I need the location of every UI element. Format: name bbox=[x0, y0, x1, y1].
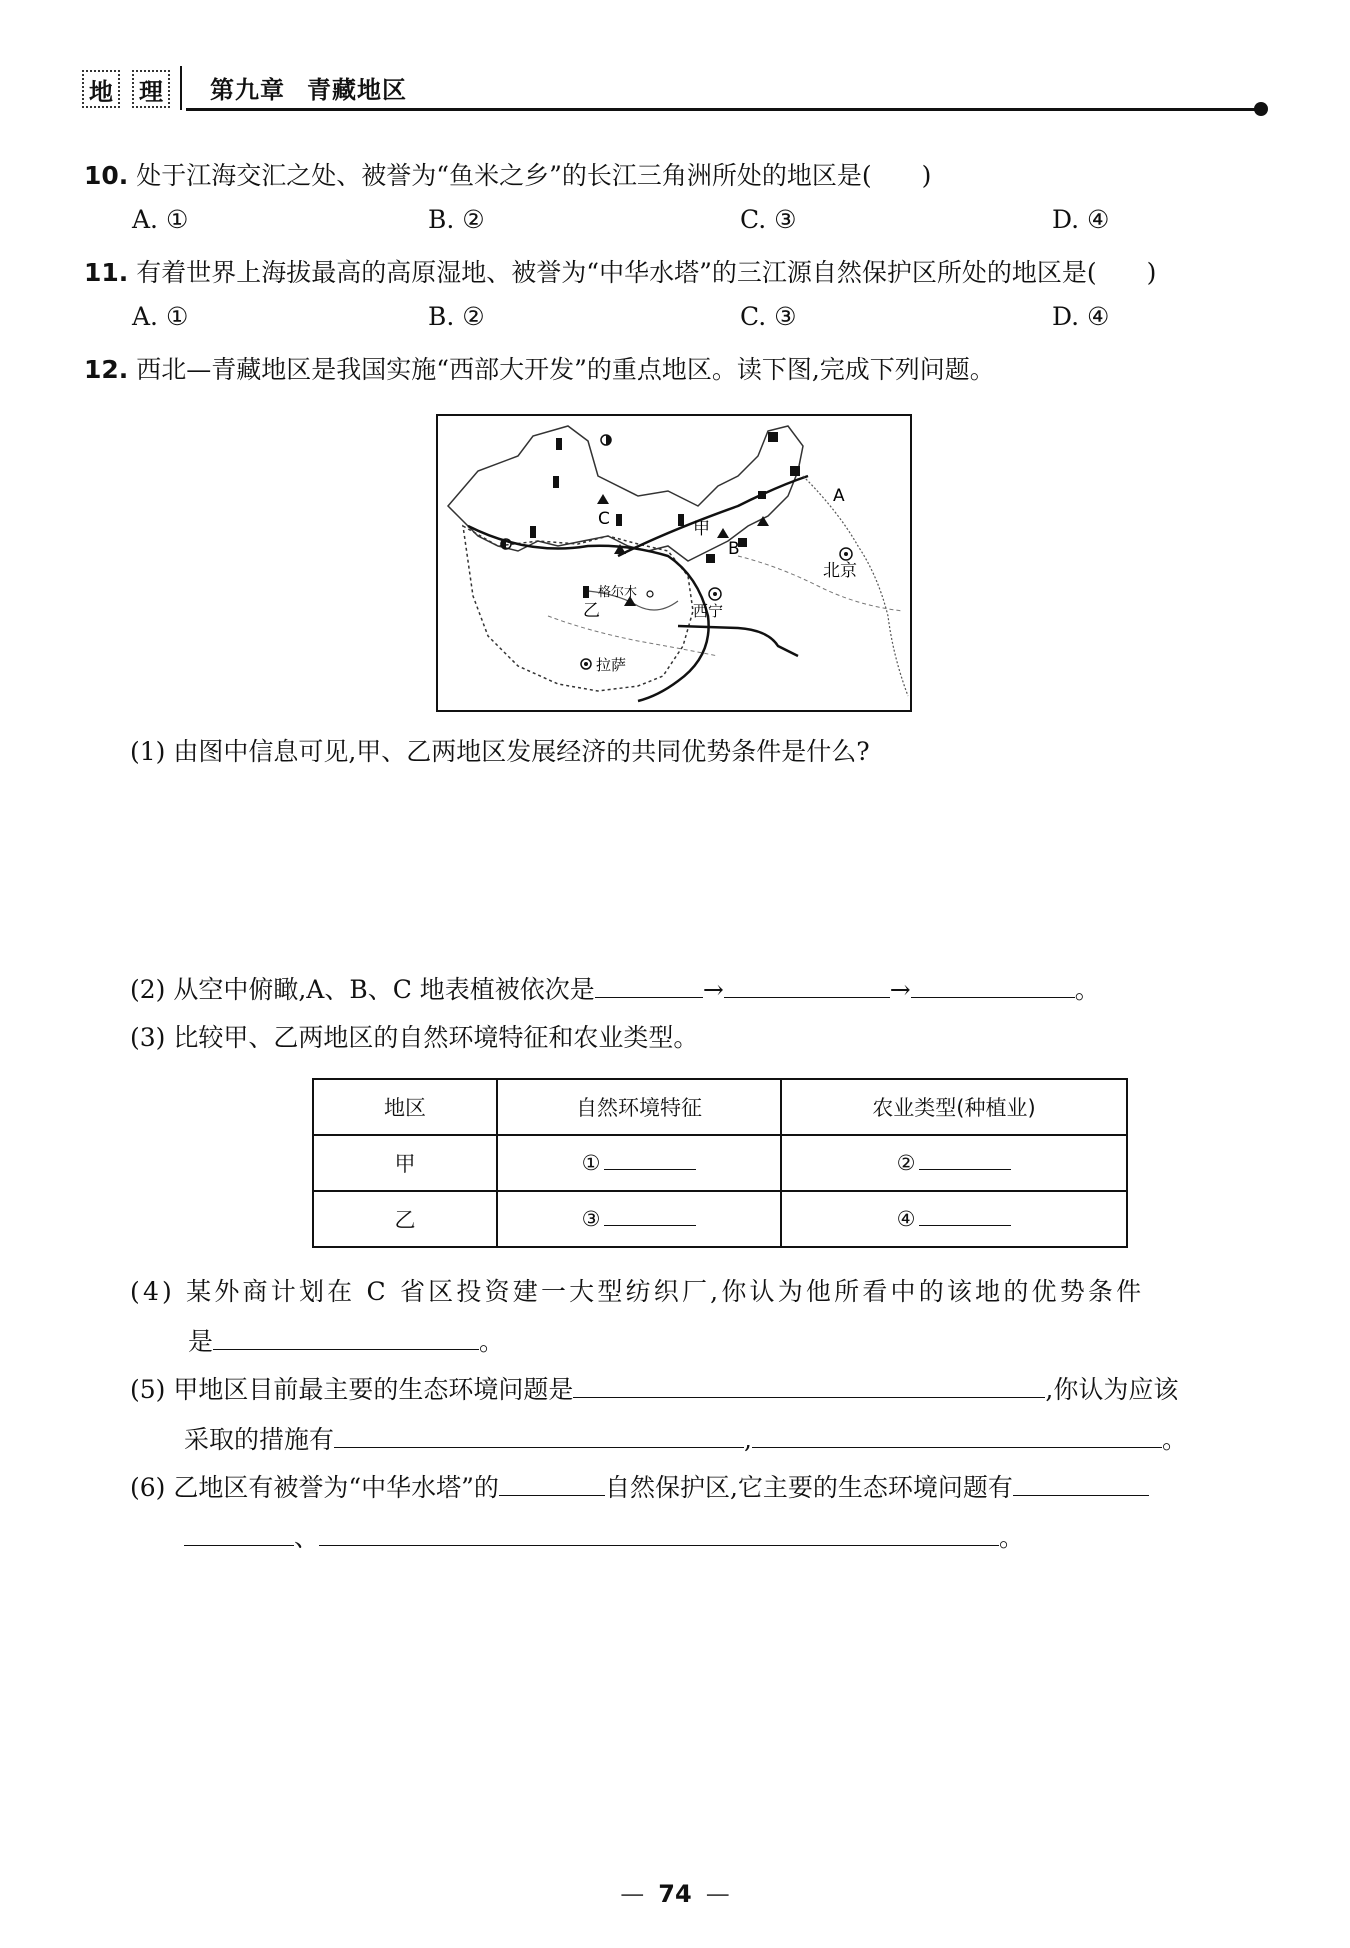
map-label-a: A bbox=[833, 486, 845, 506]
question-text: 有着世界上海拔最高的高原湿地、被誉为“中华水塔”的三江源自然保护区所处的地区是( ) bbox=[136, 258, 1157, 287]
q11-option-d[interactable]: D. ④ bbox=[1052, 302, 1110, 331]
map-label-b: B bbox=[728, 539, 740, 559]
comparison-table bbox=[312, 1078, 1128, 1248]
question-number: 11. bbox=[84, 258, 129, 287]
sub2-blank-a[interactable] bbox=[595, 975, 703, 998]
sub5-blank-measure-2[interactable] bbox=[752, 1425, 1162, 1448]
sub5-blank-measure-1[interactable] bbox=[334, 1425, 744, 1448]
map-label-xining: 西宁 bbox=[693, 602, 724, 620]
blank-marker: ④ bbox=[896, 1207, 916, 1231]
sub-question-6-line1 bbox=[130, 1468, 1149, 1504]
map-label-geermu: 格尔木 bbox=[598, 585, 638, 600]
question-number: 10. bbox=[84, 161, 129, 190]
sub6-mid: 自然保护区,它主要的生态环境问题有 bbox=[604, 1473, 1013, 1502]
table-cell-blank[interactable] bbox=[497, 1135, 781, 1191]
page-footer bbox=[0, 1880, 1350, 1908]
sub-question-4-line2 bbox=[188, 1322, 504, 1358]
q11-option-a[interactable]: A. ① bbox=[132, 302, 189, 331]
question-10 bbox=[84, 156, 931, 192]
sub5-blank-problem[interactable] bbox=[573, 1375, 1045, 1398]
table-row bbox=[313, 1135, 1127, 1191]
sub4-prefix: 是 bbox=[188, 1327, 214, 1356]
question-text: 处于江海交汇之处、被誉为“鱼米之乡”的长江三角洲所处的地区是( ) bbox=[136, 161, 932, 190]
sub2-arrow-1: → bbox=[702, 975, 724, 1004]
sub2-blank-c[interactable] bbox=[911, 975, 1075, 998]
sub6-blank-problem-2[interactable] bbox=[319, 1523, 999, 1546]
table-cell-region: 甲 bbox=[313, 1135, 497, 1191]
header-separator bbox=[180, 66, 182, 110]
map-label-yi: 乙 bbox=[583, 601, 600, 621]
table-row bbox=[313, 1191, 1127, 1247]
q10-option-d[interactable]: D. ④ bbox=[1052, 205, 1110, 234]
q11-option-c[interactable]: C. ③ bbox=[740, 302, 797, 331]
sub-question-4-line1: (4) 某外商计划在 C 省区投资建一大型纺织厂,你认为他所看中的该地的优势条件 bbox=[130, 1277, 1145, 1306]
table-header-row bbox=[313, 1079, 1127, 1135]
sub6-end: 。 bbox=[999, 1523, 1025, 1552]
chapter-heading bbox=[210, 70, 407, 105]
table-header: 农业类型(种植业) bbox=[781, 1079, 1127, 1135]
sub5-end: 。 bbox=[1161, 1425, 1187, 1454]
sub2-blank-b[interactable] bbox=[724, 975, 890, 998]
sub5-suffix: ,你认为应该 bbox=[1045, 1375, 1179, 1404]
q11-option-b[interactable]: B. ② bbox=[428, 302, 485, 331]
sub6-blank-problem-1a[interactable] bbox=[1013, 1473, 1149, 1496]
sub6-blank-reserve[interactable] bbox=[499, 1473, 605, 1496]
chapter-title: 青藏地区 bbox=[307, 76, 407, 104]
page-number: 74 bbox=[658, 1880, 692, 1908]
question-12 bbox=[84, 350, 995, 386]
blank-marker: ① bbox=[581, 1151, 601, 1175]
sub2-arrow-2: → bbox=[889, 975, 911, 1004]
q10-option-a[interactable]: A. ① bbox=[132, 205, 189, 234]
footer-dash-right: — bbox=[705, 1880, 730, 1908]
footer-dash-left: — bbox=[620, 1880, 645, 1908]
sub5-comma: , bbox=[744, 1425, 752, 1454]
table-cell-region: 乙 bbox=[313, 1191, 497, 1247]
table-cell-blank[interactable] bbox=[497, 1191, 781, 1247]
map-drawing bbox=[438, 416, 910, 710]
blank-marker: ③ bbox=[581, 1207, 601, 1231]
sub2-end: 。 bbox=[1074, 975, 1100, 1004]
table-cell-blank[interactable] bbox=[781, 1135, 1127, 1191]
table-header: 地区 bbox=[313, 1079, 497, 1135]
header-rule bbox=[186, 108, 1258, 111]
sub-question-3: (3) 比较甲、乙两地区的自然环境特征和农业类型。 bbox=[130, 1023, 699, 1052]
q10-option-b[interactable]: B. ② bbox=[428, 205, 485, 234]
sub6-blank-problem-1b[interactable] bbox=[184, 1523, 294, 1546]
q10-option-c[interactable]: C. ③ bbox=[740, 205, 797, 234]
question-number: 12. bbox=[84, 355, 129, 384]
sub5-measures-prefix: 采取的措施有 bbox=[184, 1425, 335, 1454]
sub-question-2 bbox=[130, 970, 1100, 1006]
table-header: 自然环境特征 bbox=[497, 1079, 781, 1135]
china-northwest-map bbox=[436, 414, 912, 712]
map-label-c: C bbox=[598, 509, 610, 529]
map-label-beijing: 北京 bbox=[823, 561, 857, 581]
subject-char-di: 地 bbox=[82, 70, 120, 108]
table-cell-blank[interactable] bbox=[781, 1191, 1127, 1247]
header-rule-dot bbox=[1254, 102, 1268, 116]
sub4-end: 。 bbox=[479, 1327, 505, 1356]
sub6-sep: 、 bbox=[294, 1523, 320, 1552]
chapter-number: 第九章 bbox=[210, 76, 285, 104]
sub-question-1: (1) 由图中信息可见,甲、乙两地区发展经济的共同优势条件是什么? bbox=[130, 737, 870, 766]
sub5-prompt: (5) 甲地区目前最主要的生态环境问题是 bbox=[130, 1375, 574, 1404]
sub6-prompt: (6) 乙地区有被誉为“中华水塔”的 bbox=[130, 1473, 499, 1502]
sub-question-5-line1 bbox=[130, 1370, 1178, 1406]
question-text: 西北—青藏地区是我国实施“西部大开发”的重点地区。读下图,完成下列问题。 bbox=[136, 355, 995, 384]
map-label-lasa: 拉萨 bbox=[596, 656, 627, 674]
sub4-blank[interactable] bbox=[213, 1327, 479, 1350]
sub-question-5-line2 bbox=[184, 1420, 1187, 1456]
sub-question-6-line2 bbox=[184, 1518, 1024, 1554]
blank-marker: ② bbox=[896, 1151, 916, 1175]
map-label-jia: 甲 bbox=[693, 519, 710, 539]
subject-char-li: 理 bbox=[132, 70, 170, 108]
sub2-prompt: (2) 从空中俯瞰,A、B、C 地表植被依次是 bbox=[130, 975, 595, 1004]
question-11 bbox=[84, 253, 1156, 289]
